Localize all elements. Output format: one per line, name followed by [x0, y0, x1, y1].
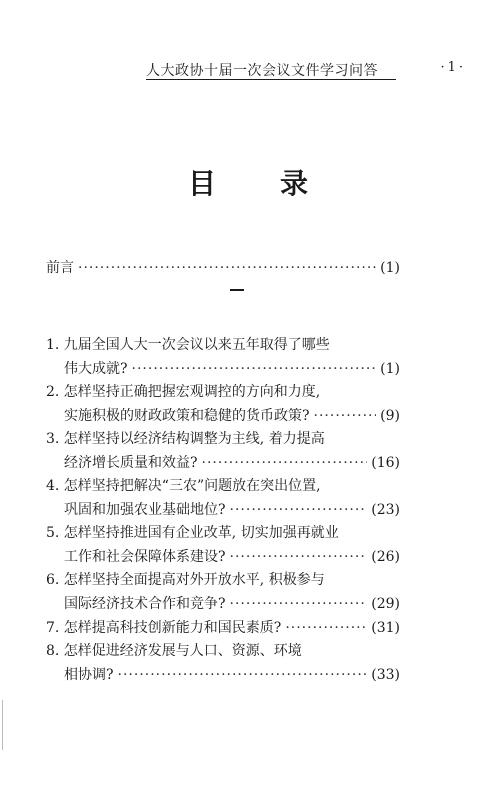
leader-dots: [285, 616, 367, 640]
leader-dots: [132, 357, 377, 381]
toc-entry-8[interactable]: [46, 639, 400, 687]
toc-entry-text: 实施积极的财政政策和稳健的货币政策?: [64, 408, 310, 424]
toc-entry-preface[interactable]: [46, 256, 400, 280]
toc-entry-text: 3. 怎样坚持以经济结构调整为主线, 着力提高: [46, 431, 325, 447]
leader-dots: [202, 451, 368, 475]
toc-entry-3[interactable]: [46, 427, 400, 475]
toc-entry-1[interactable]: [46, 333, 400, 381]
toc-entry-label: 前言: [46, 260, 74, 276]
toc-entry-page: (1): [380, 361, 400, 377]
toc-entry-line-1: [46, 639, 400, 663]
leader-dots: [314, 404, 377, 428]
toc-entry-text: 相协调?: [64, 667, 114, 683]
running-header: [146, 50, 466, 80]
leader-dots: [230, 592, 368, 616]
toc-entry-line-2: [46, 545, 400, 569]
toc-entry-6[interactable]: [46, 568, 400, 616]
toc-entry-line-1: [46, 568, 400, 592]
toc-entry-text: 4. 怎样坚持把解决“三农”问题放在突出位置,: [46, 478, 321, 494]
toc-entry-text: 经济增长质量和效益?: [64, 455, 198, 471]
toc-entry-5[interactable]: [46, 521, 400, 569]
toc-entry-line-2: [46, 663, 400, 687]
toc-entry-page: (1): [380, 260, 400, 276]
toc-entry-line-1: [46, 474, 400, 498]
toc-entry-text: 工作和社会保障体系建设?: [64, 549, 226, 565]
toc-entry-page: (23): [371, 502, 400, 518]
toc-entry-line: [46, 256, 400, 280]
toc-entry-text: 1. 九届全国人大一次会议以来五年取得了哪些: [46, 337, 330, 353]
toc-entry-line-2: [46, 357, 400, 381]
toc-entry-text: 巩固和加强农业基础地位?: [64, 502, 226, 518]
toc-entry-line-2: [46, 498, 400, 522]
toc-entry-line-2: [46, 404, 400, 428]
toc-entry-line-1: [46, 521, 400, 545]
toc-entry-text: 伟大成就?: [64, 361, 128, 377]
toc-entry-line-1: [46, 333, 400, 357]
toc-entry-line-1: [46, 427, 400, 451]
toc-entry-text: 6. 怎样坚持全面提高对外开放水平, 积极参与: [46, 572, 325, 588]
toc-heading-char-2: 录: [279, 167, 308, 200]
toc-entry-page: (16): [371, 455, 400, 471]
toc-entry-page: (29): [371, 596, 400, 612]
leader-dots: [118, 663, 368, 687]
toc-heading: [188, 162, 308, 200]
toc-heading-char-1: 目: [188, 167, 217, 200]
toc-entry-7[interactable]: [46, 616, 400, 640]
toc-entry-page: (31): [371, 620, 400, 636]
scan-margin-line: [2, 700, 3, 750]
toc-entry-page: (9): [380, 408, 400, 424]
running-header-title: 人大政协十届一次会议文件学习问答: [146, 63, 378, 79]
toc-entry-page: (33): [371, 667, 400, 683]
leader-dots: [230, 545, 368, 569]
toc-entry-text: 5. 怎样坚持推进国有企业改革, 切实加强再就业: [46, 525, 339, 541]
toc-entry-text: 国际经济技术合作和竞争?: [64, 596, 226, 612]
leader-dots: [230, 498, 368, 522]
toc-entry-line-1: [46, 616, 400, 640]
toc-entry-text: 8. 怎样促进经济发展与人口、资源、环境: [46, 643, 302, 659]
page-number: ·1·: [440, 60, 466, 75]
toc-entry-line-2: [46, 451, 400, 475]
toc-entry-line-2: [46, 592, 400, 616]
toc-entry-page: (26): [371, 549, 400, 565]
toc-entry-4[interactable]: [46, 474, 400, 522]
section-mark-one: [230, 289, 244, 291]
toc-entry-2[interactable]: [46, 380, 400, 428]
toc-entry-text: 2. 怎样坚持正确把握宏观调控的方向和力度,: [46, 384, 321, 400]
header-rule: [146, 79, 396, 80]
toc-entry-line-1: [46, 380, 400, 404]
toc-entry-text: 7. 怎样提高科技创新能力和国民素质?: [46, 620, 282, 636]
leader-dots: [78, 256, 376, 280]
